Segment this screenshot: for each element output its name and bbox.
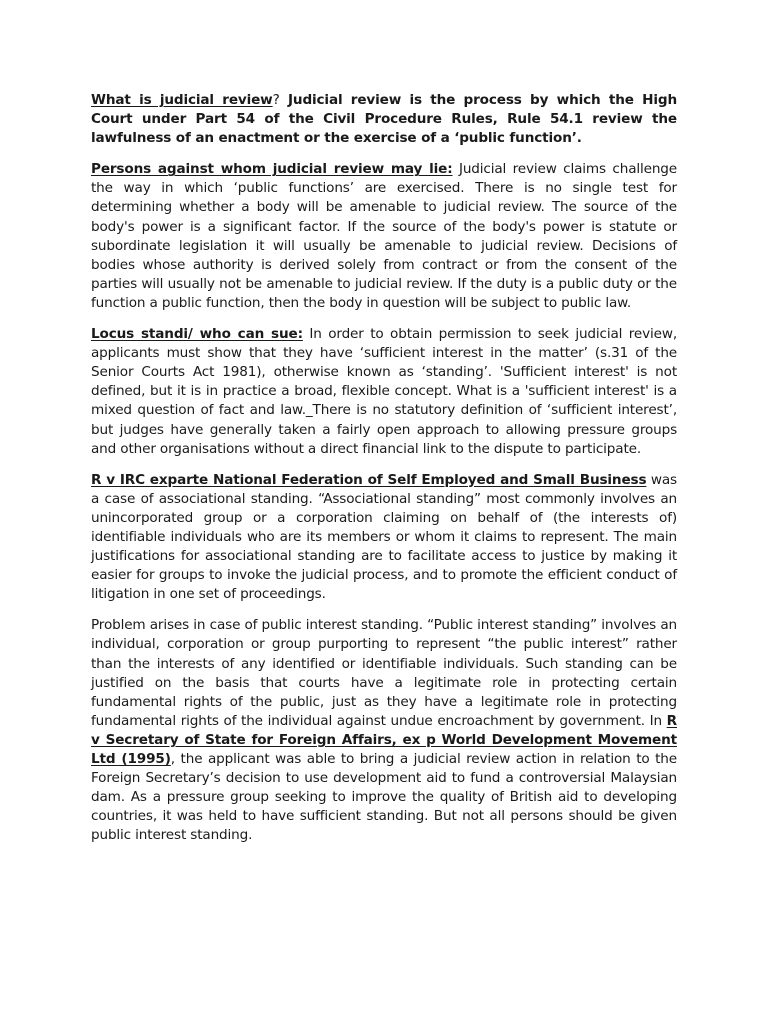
paragraph-what-is-judicial-review [91,91,677,148]
paragraph-locus-standi [91,325,677,459]
section-heading: What is judicial review [91,92,273,108]
section-heading: Persons against whom judicial review may lie: [91,161,453,178]
paragraph-text: was a case of associational standing. “Associational standing” most commonly involves an unincorporated group or a corporation claiming on behalf of (the interests of) identifiable individuals who are its members or whom it claims to represent. The main justifications for associational standing are to facilitate access to justice by making it easier for groups to invoke the judicial process, and to promote the efficient conduct of litigation in one set of proceedings. [91,471,677,603]
document-page [91,91,677,857]
case-citation: R v Secretary of State for Foreign Affairs, ex p World Development Movement Ltd (1995) [91,712,677,767]
paragraph-text: In order to obtain permission to seek judicial review, applicants must show that they have ‘sufficient interest in the matter’ (s.31 of the Senior Courts Act 1981), otherwise known as ‘standing’. 'Sufficient interest' is not defined, but it is in practice a broad, flexible concept. What is a 'sufficient interest' is a mixed question of fact and law._There is no statutory definition of ‘sufficient interest’, but judges have generally taken a fairly open approach to allowing pressure groups and other organisations without a direct financial link to the dispute to participate. [91,326,678,457]
paragraph-text: Problem arises in case of public interest standing. “Public interest standing” involves an individual, corporation or group purporting to represent “the public interest” rather than the interests of any identified or identifiable individuals. Such standing can be justified on the basis that courts have a legitimate role in protecting certain fundamental rights of the public, just as they have a legitimate role in protecting fundamental rights of the individual against undue encroachment by government. In [91,617,677,729]
section-heading: Locus standi/ who can sue: [91,326,303,343]
paragraph-persons-against-whom [91,160,677,313]
paragraph-text: , the applicant was able to bring a judicial review action in relation to the Foreign Secretary’s decision to use development aid to fund a controversial Malaysian dam. As a pressure group seeking to improve the quality of British aid to developing countries, it was held to have sufficient standing. But not all persons should be given public interest standing. [91,751,677,844]
paragraph-public-interest-standing [91,616,677,845]
case-heading: R v IRC exparte National Federation of Self Employed and Small Business [91,471,647,488]
paragraph-text: Judicial review claims challenge the way in which ‘public functions’ are exercised. There is no single test for determining whether a body will be amenable to judicial review. The source of the body's power is a significant factor. If the source of the body's power is statute or subordinate legislation it will usually be amenable to judicial review. Decisions of bodies whose authority is derived solely from contract or from the consent of the parties will usually not be amenable to judicial review. If the duty is a public duty or the function a public function, then the body in question will be subject to public law. [91,161,678,311]
question-mark: ? [272,92,280,108]
paragraph-associational-standing [91,471,677,605]
paragraph-text: Judicial review is the process by which the High Court under Part 54 of the Civil Procedure Rules, Rule 54.1 review the lawfulness of an enactment or the exercise of a ‘public function’. [91,92,677,147]
